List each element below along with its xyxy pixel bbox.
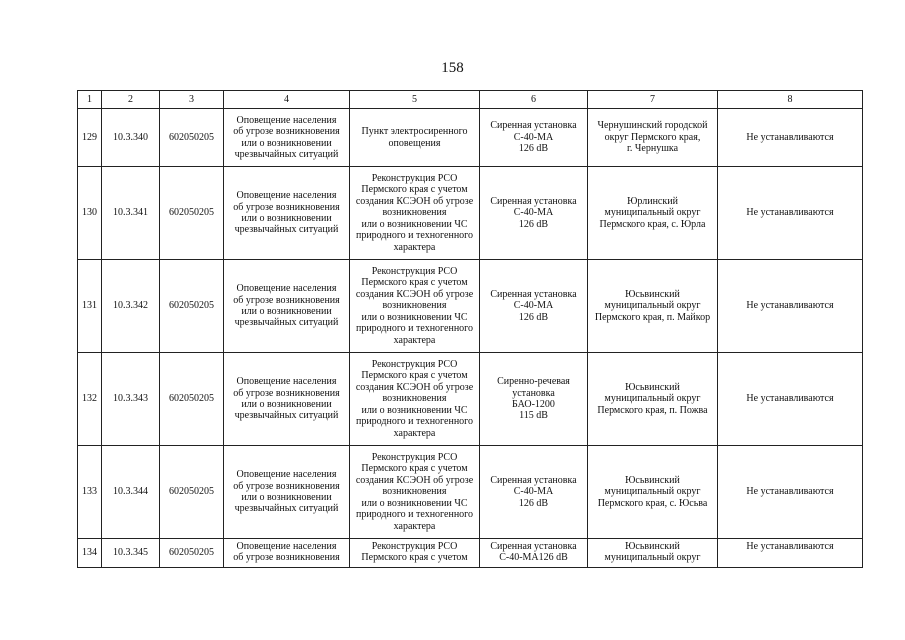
column-header: 7: [588, 91, 718, 109]
column-header: 3: [160, 91, 224, 109]
row-equipment: Сиренная установка С-40-МА126 dB: [480, 539, 588, 568]
row-oktmo: 602050205: [160, 353, 224, 446]
table-row: [78, 446, 863, 539]
row-purpose: Оповещение населения об угрозе возникновения: [224, 539, 350, 568]
page-number: 158: [441, 60, 464, 76]
row-equipment: Сиренная установка С-40-МА 126 dB: [480, 167, 588, 260]
row-purpose: Оповещение населения об угрозе возникновения или о возникновении чрезвычайных ситуаций: [224, 446, 350, 539]
row-number: 130: [78, 167, 102, 260]
row-equipment: Сиренная установка С-40-МА 126 dB: [480, 260, 588, 353]
column-header: 4: [224, 91, 350, 109]
row-purpose: Оповещение населения об угрозе возникновения или о возникновении чрезвычайных ситуаций: [224, 260, 350, 353]
row-code: 10.3.342: [102, 260, 160, 353]
row-zone: Не устанавливаются: [718, 446, 863, 539]
row-location: Юрлинский муниципальный округ Пермского края, с. Юрла: [588, 167, 718, 260]
row-equipment: Сиренная установка С-40-МА 126 dB: [480, 446, 588, 539]
row-zone: Не устанавливаются: [718, 167, 863, 260]
row-location: Чернушинский городской округ Пермского края, г. Чернушка: [588, 109, 718, 167]
row-code: 10.3.341: [102, 167, 160, 260]
objects-table: [77, 90, 863, 568]
row-zone: Не устанавливаются: [718, 353, 863, 446]
row-code: 10.3.340: [102, 109, 160, 167]
row-code: 10.3.343: [102, 353, 160, 446]
row-location: Юсьвинский муниципальный округ Пермского края, п. Пожва: [588, 353, 718, 446]
table-row: [78, 539, 863, 568]
row-name: Реконструкция РСО Пермского края с учетом создания КСЭОН об угрозе возникновения или о возникновении ЧС природного и техногенного характера: [350, 260, 480, 353]
row-number: 133: [78, 446, 102, 539]
row-equipment: Сиренно-речевая установка БАО-1200 115 dB: [480, 353, 588, 446]
row-code: 10.3.344: [102, 446, 160, 539]
column-header: 8: [718, 91, 863, 109]
row-location: Юсьвинский муниципальный округ Пермского края, с. Юсьва: [588, 446, 718, 539]
row-oktmo: 602050205: [160, 167, 224, 260]
row-name: Реконструкция РСО Пермского края с учетом создания КСЭОН об угрозе возникновения или о возникновении ЧС природного и техногенного характера: [350, 353, 480, 446]
row-name: Реконструкция РСО Пермского края с учетом создания КСЭОН об угрозе возникновения или о возникновении ЧС природного и техногенного характера: [350, 167, 480, 260]
row-name: Реконструкция РСО Пермского края с учетом создания КСЭОН об угрозе возникновения или о возникновении ЧС природного и техногенного характера: [350, 446, 480, 539]
row-purpose: Оповещение населения об угрозе возникновения или о возникновении чрезвычайных ситуаций: [224, 353, 350, 446]
row-zone: Не устанавливаются: [718, 539, 863, 568]
row-oktmo: 602050205: [160, 260, 224, 353]
row-name: Пункт электросиренного оповещения: [350, 109, 480, 167]
row-oktmo: 602050205: [160, 446, 224, 539]
row-purpose: Оповещение населения об угрозе возникновения или о возникновении чрезвычайных ситуаций: [224, 167, 350, 260]
row-oktmo: 602050205: [160, 109, 224, 167]
row-code: 10.3.345: [102, 539, 160, 568]
row-number: 134: [78, 539, 102, 568]
row-number: 132: [78, 353, 102, 446]
row-location: Юсьвинский муниципальный округ Пермского края, п. Майкор: [588, 260, 718, 353]
row-purpose: Оповещение населения об угрозе возникновения или о возникновении чрезвычайных ситуаций: [224, 109, 350, 167]
column-header: 6: [480, 91, 588, 109]
column-header: 1: [78, 91, 102, 109]
row-number: 131: [78, 260, 102, 353]
row-zone: Не устанавливаются: [718, 109, 863, 167]
table-row: [78, 260, 863, 353]
row-zone: Не устанавливаются: [718, 260, 863, 353]
row-number: 129: [78, 109, 102, 167]
row-equipment: Сиренная установка С-40-МА 126 dB: [480, 109, 588, 167]
column-header: 5: [350, 91, 480, 109]
table-row: [78, 167, 863, 260]
row-oktmo: 602050205: [160, 539, 224, 568]
row-name: Реконструкция РСО Пермского края с учетом: [350, 539, 480, 568]
table-row: [78, 353, 863, 446]
row-location: Юсьвинский муниципальный округ: [588, 539, 718, 568]
table-header-row: [78, 91, 863, 109]
table-row: [78, 109, 863, 167]
column-header: 2: [102, 91, 160, 109]
